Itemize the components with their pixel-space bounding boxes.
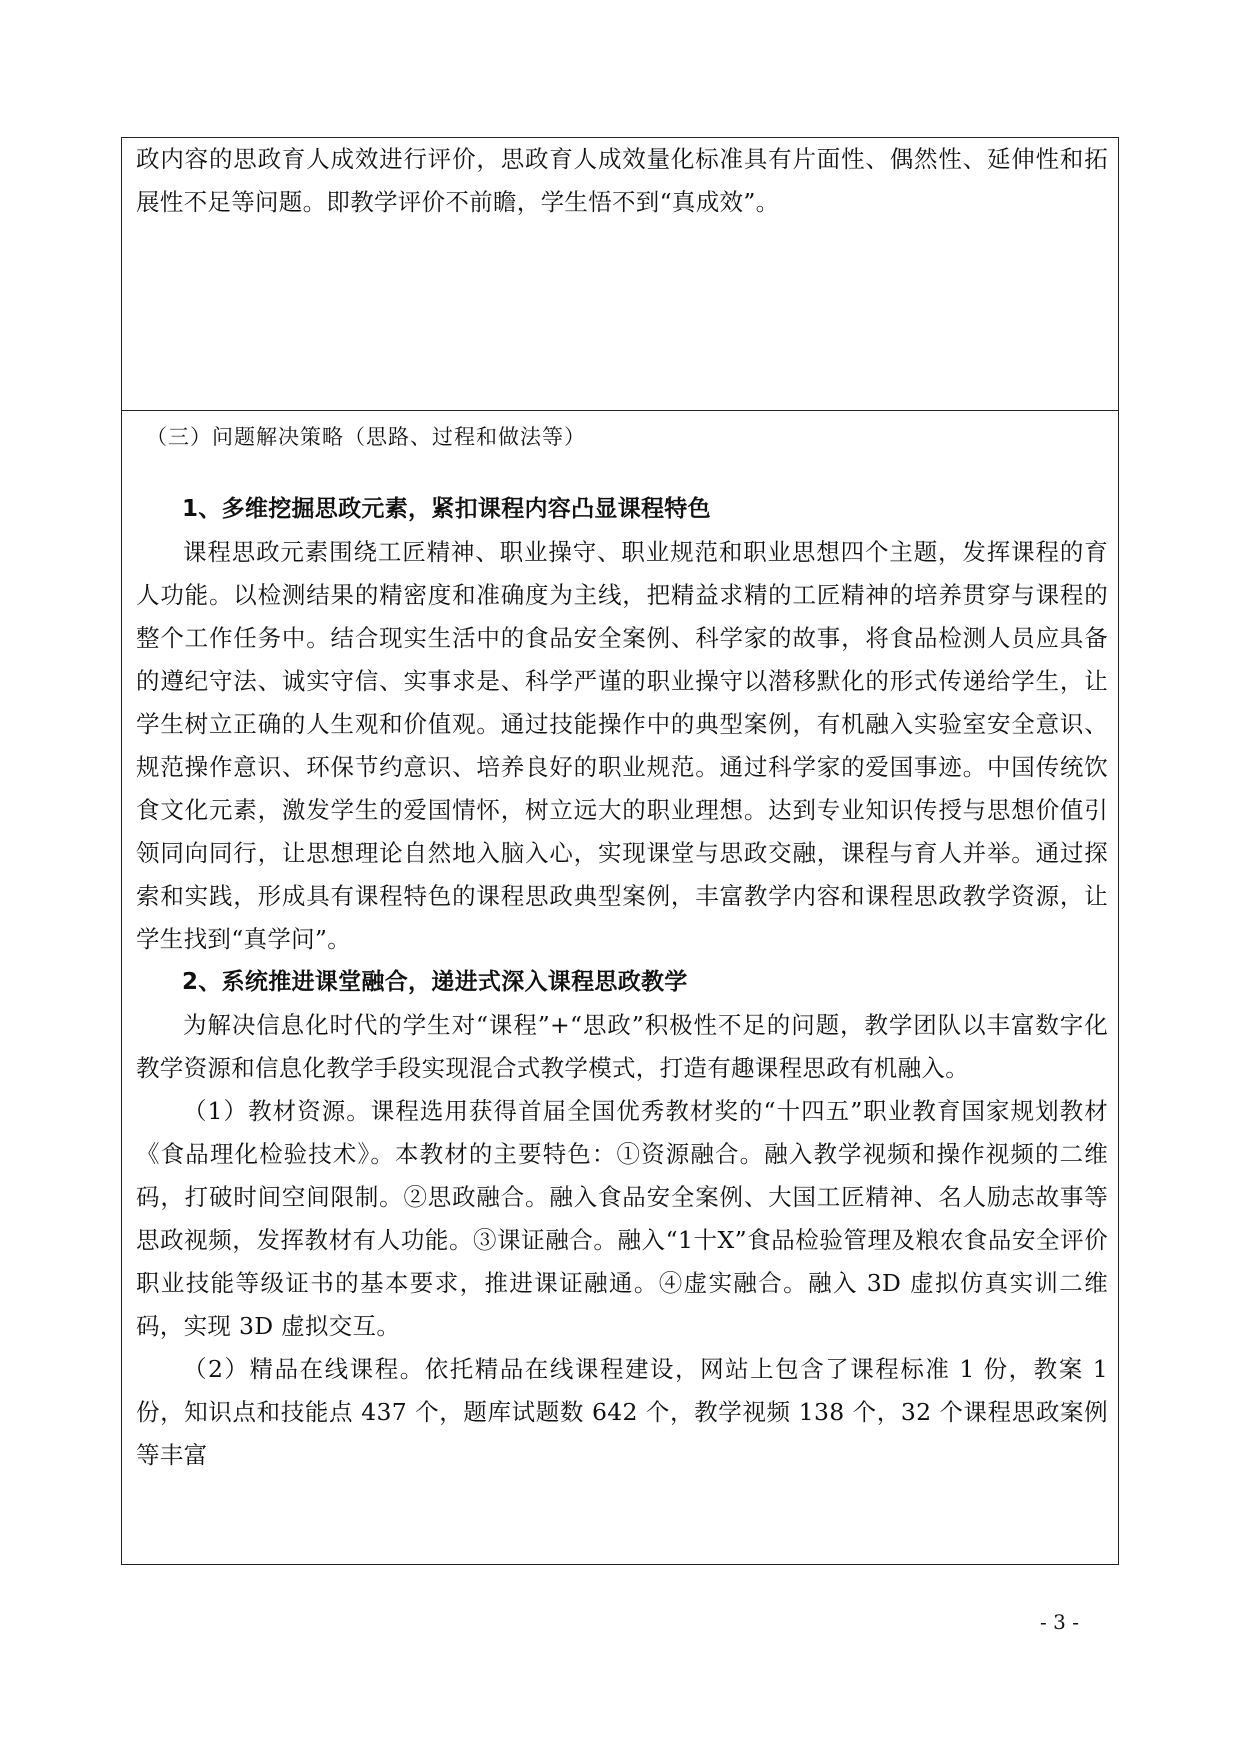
form-table [121,137,1119,1565]
paragraph-evaluation-continued: 政内容的思政育人成效进行评价，思政育人成效量化标准具有片面性、偶然性、延伸性和拓展性不足等问题。即教学评价不前瞻，学生悟不到“真成效”。 [136,145,1108,216]
table-cell-strategy [136,416,1108,1477]
table-divider [122,410,1118,411]
table-cell-evaluation [136,138,1108,224]
subheading-2: 2、系统推进课堂融合，递进式深入课程思政教学 [182,969,688,995]
page-number: - 3 - [1040,1610,1079,1634]
section-heading: （三）问题解决策略（思路、过程和做法等） [146,425,586,449]
paragraph-1: 课程思政元素围绕工匠精神、职业操守、职业规范和职业思想四个主题，发挥课程的育人功能。以检测结果的精密度和准确度为主线，把精益求精的工匠精神的培养贯穿与课程的整个工作任务中。结合现实生活中的食品安全案例、科学家的故事，将食品检测人员应具备的遵纪守法、诚实守信、实事求是、科学严谨的职业操守以潜移默化的形式传递给学生，让学生树立正确的人生观和价值观。通过技能操作中的典型案例，有机融入实验室安全意识、规范操作意识、环保节约意识、培养良好的职业规范。通过科学家的爱国事迹。中国传统饮食文化元素，激发学生的爱国情怀，树立远大的职业理想。达到专业知识传授与思想价值引领同向同行，让思想理论自然地入脑入心，实现课堂与思政交融，课程与育人并举。通过探索和实践，形成具有课程特色的课程思政典型案例，丰富教学内容和课程思政教学资源，让学生找到“真学问”。 [136,538,1108,953]
subheading-1: 1、多维挖掘思政元素，紧扣课程内容凸显课程特色 [182,496,711,522]
paragraph-3: （1）教材资源。课程选用获得首届全国优秀教材奖的“十四五”职业教育国家规划教材《食品理化检验技术》。本教材的主要特色：①资源融合。融入教学视频和操作视频的二维码，打破时间空间限制。②思政融合。融入食品安全案例、大国工匠精神、名人励志故事等思政视频，发挥教材有人功能。③课证融合。融入“1十X”食品检验管理及粮农食品安全评价职业技能等级证书的基本要求，推进课证融通。④虚实融合。融入 3D 虚拟仿真实训二维码，实现 3D 虚拟交互。 [136,1097,1108,1340]
paragraph-2: 为解决信息化时代的学生对“课程”+“思政”积极性不足的问题，教学团队以丰富数字化教学资源和信息化教学手段实现混合式教学模式，打造有趣课程思政有机融入。 [136,1011,1108,1082]
paragraph-4: （2）精品在线课程。依托精品在线课程建设，网站上包含了课程标准 1 份，教案 1 份，知识点和技能点 437 个，题库试题数 642 个，教学视频 138 个，32 个课程思政案例等丰富 [136,1355,1108,1469]
